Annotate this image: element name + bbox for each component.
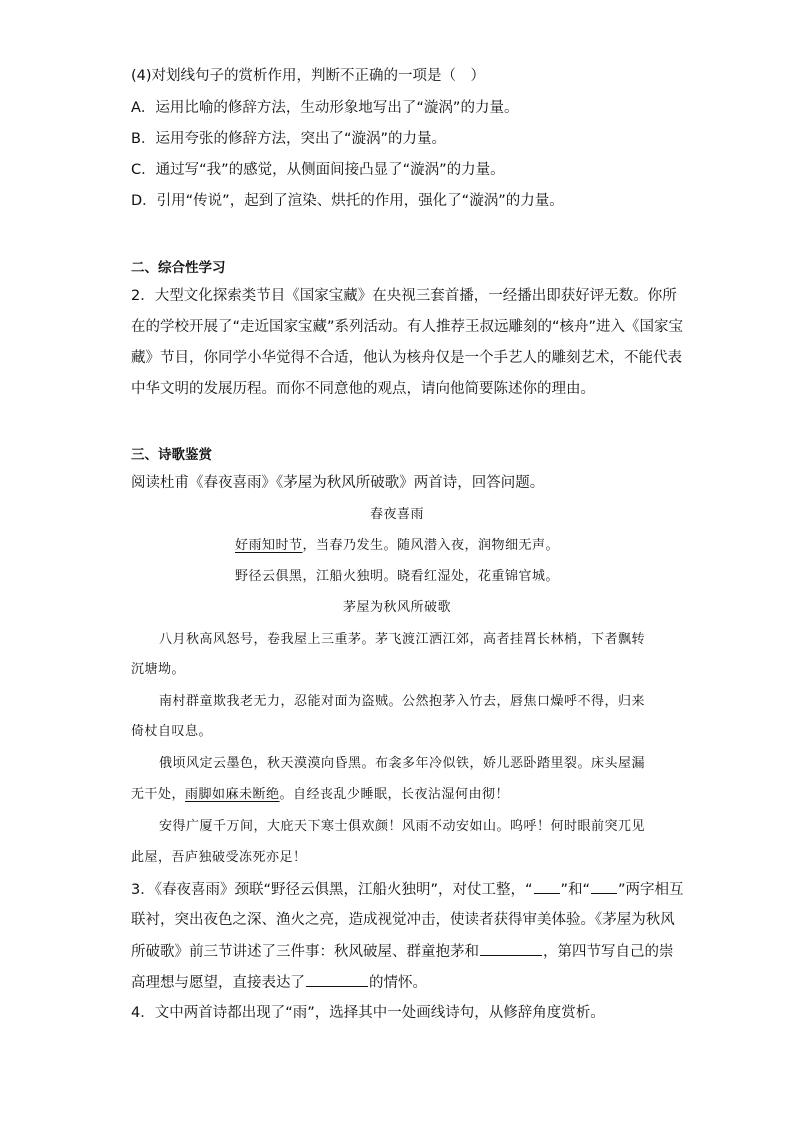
- poem1-line-1-rest: ，当春乃发生。随风潜入夜，润物细无声。: [302, 538, 560, 553]
- q2-line-3: 藏》节目，你同学小华觉得不合适，他认为核舟仅是一个手艺人的雕刻艺术，不能代表: [131, 350, 682, 366]
- q3-blank-2[interactable]: [591, 879, 617, 894]
- q3-line-1-b: ”和“: [560, 882, 591, 898]
- section3-intro: 阅读杜甫《春夜喜雨》《茅屋为秋风所破歌》两首诗，回答问题。: [131, 475, 545, 491]
- poem2-para3-line2: [131, 786, 509, 804]
- q3-line-1-c: ”两字相互: [618, 882, 684, 898]
- poem2-underlined-phrase: 雨脚如麻未断绝: [185, 787, 280, 802]
- q4-stem: (4)对划线句子的赏析作用，判断不正确的一项是（ ）: [131, 68, 486, 84]
- q3-blank-3[interactable]: [480, 941, 542, 956]
- q2-line-4: 中华文明的发展历程。而你不同意他的观点，请向他简要陈述你的理由。: [131, 381, 595, 397]
- q3-blank-4[interactable]: [306, 972, 368, 987]
- poem2-para1-line1: 八月秋高风怒号，卷我屋上三重茅。茅飞渡江洒江郊，高者挂罥长林梢，下者飘转: [159, 632, 646, 647]
- poem2-para3-pre: 无干处，: [131, 787, 186, 802]
- q3-line-4: [131, 972, 427, 993]
- q3-blank-1[interactable]: [534, 879, 560, 894]
- poem2-para3-post: 。自经丧乱少睡眠，长夜沾湿何由彻！: [279, 787, 510, 802]
- poem2-para2-line1: 南村群童欺我老无力，忍能对面为盗贼。公然抱茅入竹去，唇焦口燥呼不得，归来: [159, 694, 646, 709]
- q4-option-c: C．通过写“我”的感觉，从侧面间接凸显了“漩涡”的力量。: [131, 162, 505, 178]
- poem2-para4-line1: 安得广厦千万间，大庇天下寒士俱欢颜！风雨不动安如山。呜呼！何时眼前突兀见: [159, 819, 646, 834]
- poem2-para1-line2: 沉塘坳。: [131, 662, 186, 677]
- q3-line-1: [131, 879, 684, 900]
- q3-line-1-a: 3．《春夜喜雨》颈联“野径云俱黑，江船火独明”，对仗工整，“: [131, 882, 533, 898]
- q3-line-3-a: 所破歌》前三节讲述了三件事：秋风破屋、群童抱茅和: [131, 944, 479, 960]
- q4-option-a: A．运用比喻的修辞方法，生动形象地写出了“漩涡”的力量。: [131, 100, 519, 116]
- q3-line-4-b: 的情怀。: [369, 975, 427, 991]
- q3-line-3-b: ，第四节写自己的崇: [543, 944, 674, 960]
- section2-heading: 二、综合性学习: [131, 260, 226, 276]
- poem1-line-2: 野径云俱黑，江船火独明。晓看红湿处，花重锦官城。: [234, 569, 559, 584]
- q3-line-3: [131, 941, 674, 962]
- section3-heading: 三、诗歌鉴赏: [131, 447, 212, 463]
- q2-line-1: 2．大型文化探索类节目《国家宝藏》在央视三套首播，一经播出即获好评无数。你所: [131, 288, 677, 304]
- poem2-para4-line2: 此屋，吾庐独破受冻死亦足！: [131, 850, 307, 865]
- q4-rain-question: 4．文中两首诗都出现了“雨”，选择其中一处画线诗句，从修辞角度赏析。: [131, 1005, 605, 1021]
- poem2-title: 茅屋为秋风所破歌: [342, 600, 451, 615]
- q2-line-2: 在的学校开展了“走近国家宝藏”系列活动。有人推荐王叔远雕刻的“核舟”进入《国家宝: [131, 319, 684, 335]
- poem1-title: 春夜喜雨: [369, 507, 424, 522]
- q3-line-4-a: 高理想与愿望，直接表达了: [131, 975, 305, 991]
- q4-option-d: D．引用“传说”，起到了渲染、烘托的作用，强化了“漩涡”的力量。: [131, 193, 564, 209]
- poem2-para2-line2: 倚杖自叹息。: [131, 724, 213, 739]
- q3-line-2: 联衬，突出夜色之深、渔火之亮，造成视觉冲击，使读者获得审美体验。《茅屋为秋风: [131, 912, 675, 928]
- q4-option-b: B．运用夸张的修辞方法，突出了“漩涡”的力量。: [131, 131, 446, 147]
- poem1-line-1: [131, 537, 663, 555]
- poem2-para3-line1: 俄顷风定云墨色，秋天漠漠向昏黑。布衾多年冷似铁，娇儿恶卧踏里裂。床头屋漏: [159, 756, 646, 771]
- poem1-underlined-phrase: 好雨知时节: [234, 538, 303, 553]
